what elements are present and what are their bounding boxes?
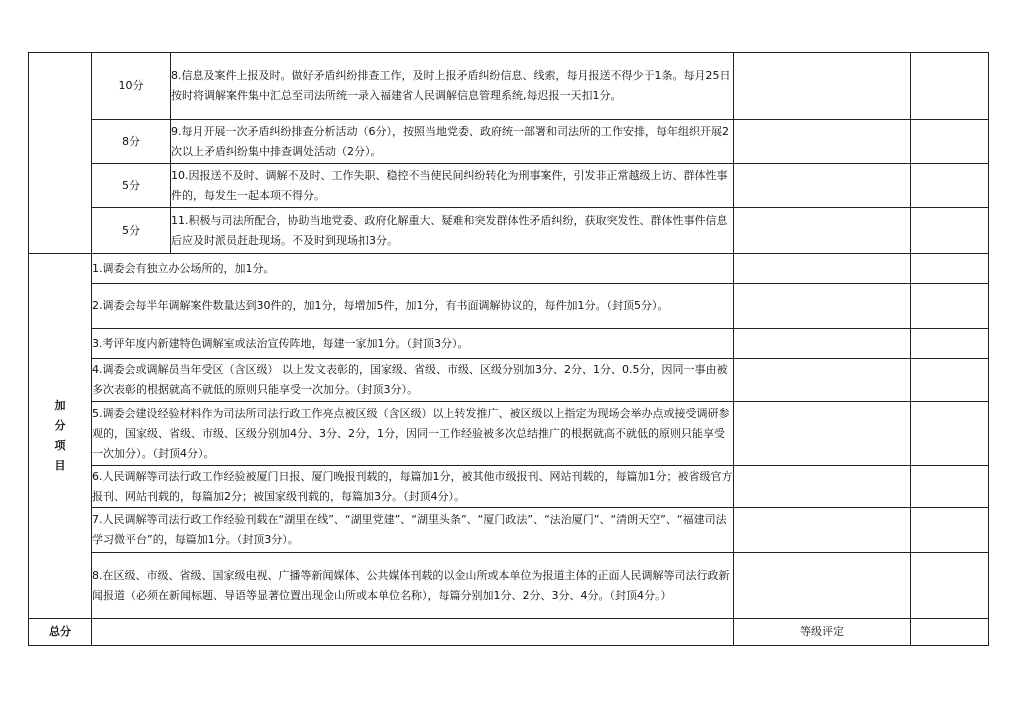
total-row — [29, 619, 989, 646]
item-criteria: 9.每月开展一次矛盾纠纷排查分析活动（6分），按照当地党委、政府统一部署和司法所的工作安排，每年组织开展2次以上矛盾纠纷集中排查调处活动（2分）。 — [171, 120, 734, 164]
bonus-item: 3.考评年度内新建特色调解室或法治宣传阵地，每建一家加1分。（封顶3分）。 — [92, 329, 734, 359]
review-score-cell[interactable] — [911, 466, 989, 508]
table-row — [29, 284, 989, 329]
item-criteria: 10.因报送不及时、调解不及时、工作失职、稳控不当使民间纠纷转化为刑事案件，引发非正常越级上访、群体性事件的，每发生一起本项不得分。 — [171, 164, 734, 208]
item-criteria: 8.信息及案件上报及时。做好矛盾纠纷排查工作，及时上报矛盾纠纷信息、线索，每月报送不得少于1条。每月25日按时将调解案件集中汇总至司法所统一录入福建省人民调解信息管理系统,每迟报一天扣1分。 — [171, 53, 734, 120]
self-score-cell[interactable] — [734, 466, 911, 508]
review-score-cell[interactable] — [911, 359, 989, 402]
self-score-cell[interactable] — [734, 329, 911, 359]
table-row — [29, 329, 989, 359]
table-row — [29, 466, 989, 508]
bonus-item: 1.调委会有独立办公场所的，加1分。 — [92, 254, 734, 284]
review-score-cell[interactable] — [911, 254, 989, 284]
bonus-item: 4.调委会或调解员当年受区（含区级） 以上发文表彰的，国家级、省级、市级、区级分别加3分、2分、1分、0.5分，因同一事由被多次表彰的根据就高不就低的原则只能享受一次加分。（封顶3分）。 — [92, 359, 734, 402]
total-label: 总分 — [29, 619, 92, 646]
item-criteria: 11.积极与司法所配合，协助当地党委、政府化解重大、疑难和突发群体性矛盾纠纷，获取突发性、群体性事件信息后应及时派员赶赴现场。不及时到现场扣3分。 — [171, 208, 734, 254]
self-score-cell[interactable] — [734, 164, 911, 208]
self-score-cell[interactable] — [734, 402, 911, 466]
bonus-item: 5.调委会建设经验材料作为司法所司法行政工作亮点被区级（含区级）以上转发推广、被区级以上指定为现场会举办点或接受调研参观的，国家级、省级、市级、区级分别加4分、3分、2分，1分，因同一工作经验被多次总结推广的根据就高不就低的原则只能享受一次加分）。（封顶4分）。 — [92, 402, 734, 466]
review-score-cell[interactable] — [911, 284, 989, 329]
review-score-cell[interactable] — [911, 53, 989, 120]
review-score-cell[interactable] — [911, 508, 989, 553]
bonus-item: 2.调委会每半年调解案件数量达到30件的，加1分，每增加5件，加1分，有书面调解协议的，每件加1分。（封顶5分）。 — [92, 284, 734, 329]
self-score-cell[interactable] — [734, 254, 911, 284]
item-score: 5分 — [92, 164, 171, 208]
grade-label: 等级评定 — [734, 619, 911, 646]
bonus-item: 7.人民调解等司法行政工作经验刊载在“湖里在线”、“湖里党建”、“湖里头条”、“厦门政法”、“法治厦门”、“清朗天空”、“福建司法学习微平台”的，每篇加1分。（封顶3分）。 — [92, 508, 734, 553]
review-score-cell[interactable] — [911, 164, 989, 208]
self-score-cell[interactable] — [734, 508, 911, 553]
bonus-item: 6.人民调解等司法行政工作经验被厦门日报、厦门晚报刊载的，每篇加1分，被其他市级报刊、网站刊载的，每篇加1分；被省级官方报刊、网站刊载的，每篇加2分；被国家级刊载的，每篇加3分。（封顶4分）。 — [92, 466, 734, 508]
bonus-item: 8.在区级、市级、省级、国家级电视、广播等新闻媒体、公共媒体刊载的以金山所或本单位为报道主体的正面人民调解等司法行政新闻报道（必须在新闻标题、导语等显著位置出现金山所或本单位名称），每篇分别加1分、2分、3分、4分。（封顶4分。） — [92, 553, 734, 619]
table-row — [29, 254, 989, 284]
item-score: 10分 — [92, 53, 171, 120]
self-score-cell[interactable] — [734, 208, 911, 254]
self-score-cell[interactable] — [734, 120, 911, 164]
self-score-cell[interactable] — [734, 53, 911, 120]
self-score-cell[interactable] — [734, 359, 911, 402]
table-row — [29, 164, 989, 208]
table-row — [29, 553, 989, 619]
review-score-cell[interactable] — [911, 120, 989, 164]
scoring-table — [28, 52, 989, 646]
review-score-cell[interactable] — [911, 402, 989, 466]
self-score-cell[interactable] — [734, 553, 911, 619]
review-score-cell[interactable] — [911, 329, 989, 359]
bonus-category-label: 加 分 项 目 — [29, 254, 92, 619]
category-cell-continued — [29, 53, 92, 254]
total-score-cell[interactable] — [92, 619, 734, 646]
item-score: 8分 — [92, 120, 171, 164]
review-score-cell[interactable] — [911, 208, 989, 254]
item-score: 5分 — [92, 208, 171, 254]
table-row — [29, 208, 989, 254]
table-row — [29, 53, 989, 120]
table-row — [29, 402, 989, 466]
grade-cell[interactable] — [911, 619, 989, 646]
table-row — [29, 120, 989, 164]
table-row — [29, 508, 989, 553]
table-row — [29, 359, 989, 402]
review-score-cell[interactable] — [911, 553, 989, 619]
self-score-cell[interactable] — [734, 284, 911, 329]
